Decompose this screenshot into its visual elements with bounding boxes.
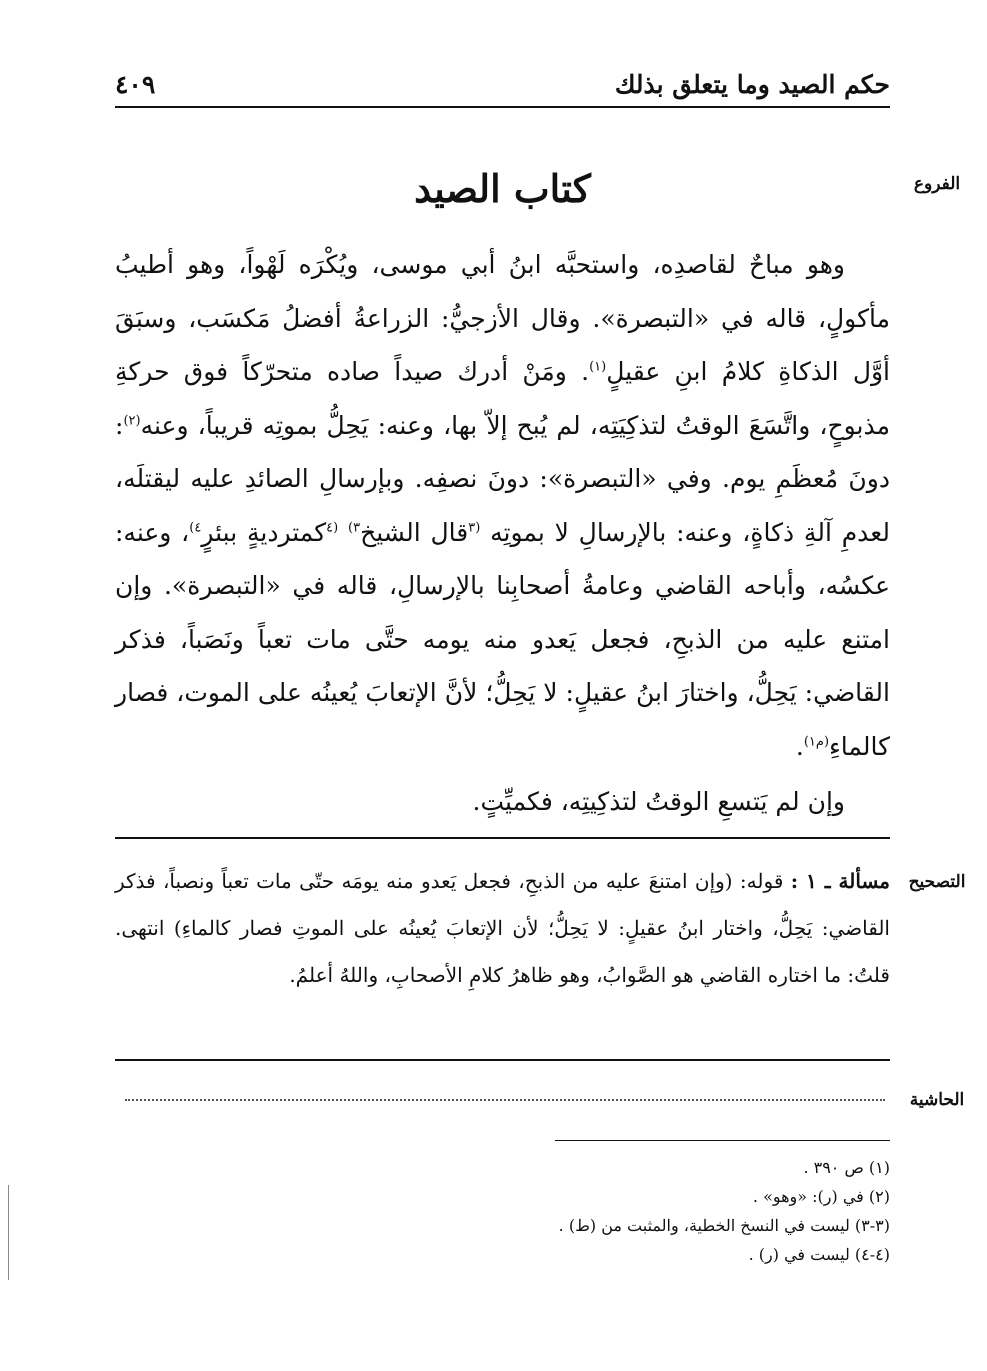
- footnote-marker: (٤: [326, 520, 339, 536]
- page-number: ٤٠٩: [115, 70, 156, 99]
- footnote-item: (٣-٣) ليست في النسخ الخطية، والمثبت من (ط) .: [558, 1216, 890, 1235]
- footnotes: [115, 1153, 890, 1269]
- footnote-divider: [555, 1140, 890, 1141]
- main-paragraph: وإن لم يَتسعِ الوقتُ لتذكِيتِه، فكميِّتٍ.: [472, 787, 845, 816]
- page-header: [115, 68, 890, 108]
- scan-edge-mark: [8, 1185, 9, 1280]
- running-title: حكم الصيد وما يتعلق بذلك: [614, 70, 890, 99]
- footnote-item: (٢) في (ر): «وهو» .: [752, 1187, 890, 1206]
- footnote-marker: (٣: [468, 520, 481, 536]
- correction-body: قوله: (وإن امتنعَ عليه من الذبحِ، فجعل يَعدو منه يومَه حتّى مات تعباً ونصباً، فذكر القاضي: يَحِلُّ، واختار ابنُ عقيلٍ: لا يَحِلُّ؛ لأن الإتعابَ يُعينُه على الموتِ فصار كالماءِ) انتهى. قلتُ: ما اختاره القاضي هو الصَّوابُ، وهو ظاهرُ كلامِ الأصحابِ، واللهُ أعلمُ.: [115, 869, 890, 987]
- section-divider: [115, 837, 890, 839]
- section-divider: [115, 1059, 890, 1061]
- footnote-marker: ٤): [189, 520, 202, 536]
- footnote-marker: (م١): [803, 734, 830, 750]
- main-text-segment: كمترديةٍ ببئرٍ: [201, 517, 327, 547]
- correction-heading: مسألة ـ ١ :: [790, 869, 890, 893]
- margin-label-furu: الفروع: [913, 174, 961, 194]
- footnote-marker: ٣): [348, 520, 361, 536]
- main-text-segment: ، وعنه: عكسُه، وأباحه القاضي وعامةُ أصحابِنا بالإرسالِ، قاله في «التبصرة». وإن امتنع عليه من الذبحِ، فجعل يَعدو منه يومه حتَّى مات تعباً ونَصَباً، فذكر القاضي: يَحِلُّ، واختارَ ابنُ عقيلٍ: لا يَحِلُّ؛ لأنَّ الإتعابَ يُعينُه على الموت، فصار كالماءِ: [115, 517, 890, 761]
- footnote-marker: (٢): [123, 413, 141, 429]
- correction-text: [115, 858, 890, 999]
- main-text-segment: .: [795, 731, 804, 761]
- main-paragraph: [115, 238, 890, 773]
- margin-label-hashiya: الحاشية: [909, 1090, 965, 1110]
- footnote-item: (٤-٤) ليست في (ر) .: [748, 1245, 890, 1264]
- main-text-segment: . ومَنْ أدرك صيداً صاده متحرّكاً فوق حركةِ مذبوحٍ، واتَّسَعَ الوقتُ لتذكِيَتِه، لم يُبح إلاّ بها، وعنه: يَحِلُّ بموتِه قريباً، وعنه: [115, 357, 890, 440]
- hashiya-dotted-line: [125, 1099, 885, 1101]
- main-text-segment: : دونَ مُعظَمِ يوم. وفي «التبصرة»: دونَ نصفِه. وبإرسالِ الصائدِ عليه ليقتلَه، لعدمِ آلةِ ذكاةٍ، وعنه: بالإرسالِ لا بموتِه: [115, 410, 890, 547]
- footnote-marker: (١): [589, 359, 607, 375]
- main-text-segment: وهو مباحٌ لقاصدِه، واستحبَّه ابنُ أبي موسى، ويُكْرَه لَهْواً، وهو أطيبُ مأكولٍ، قاله في «التبصرة». وقال الأزجيُّ: الزراعةُ أفضلُ مَكسَب، وسبَقَ أوَّل الذكاةِ كلامُ ابنِ عقيلٍ: [115, 250, 891, 386]
- main-text-segment: قال الشيخ: [360, 517, 469, 547]
- margin-label-tashih: التصحيح: [908, 872, 966, 892]
- main-text: [115, 238, 890, 829]
- footnote-item: (١) ص ٣٩٠ .: [803, 1158, 890, 1177]
- book-title: كتاب الصيد: [414, 166, 591, 211]
